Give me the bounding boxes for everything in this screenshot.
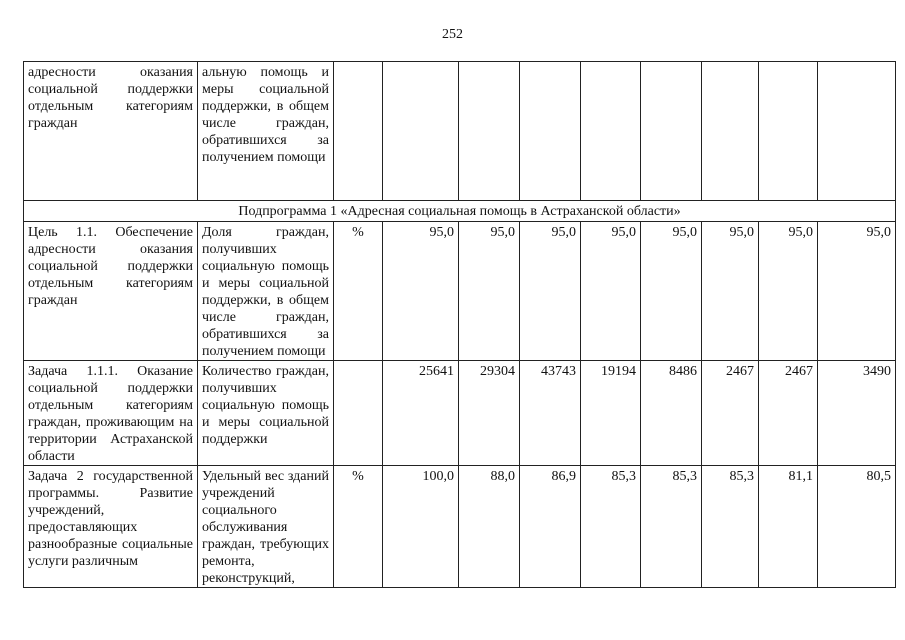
table-row xyxy=(24,466,896,588)
value-cell: 95,0 xyxy=(383,222,459,361)
unit-cell xyxy=(334,62,383,201)
value-cell: 95,0 xyxy=(641,222,702,361)
value-cell: 95,0 xyxy=(520,222,581,361)
value-cell: 100,0 xyxy=(383,466,459,588)
indicator-cell: Количество граждан, получивших социальную помощь и меры социальной поддержки xyxy=(198,361,334,466)
indicator-cell: Удельный вес зданий учреждений социального обслуживания граждан, требующих ремонта, реконструкций, xyxy=(198,466,334,588)
value-cell: 19194 xyxy=(581,361,641,466)
value-cell xyxy=(383,62,459,201)
table-row-continuation xyxy=(24,62,896,201)
objective-cell: Задача 1.1.1. Оказание социальной поддержки отдельным категориям граждан, проживающим на территории Астраханской области xyxy=(24,361,198,466)
value-cell xyxy=(520,62,581,201)
value-cell: 43743 xyxy=(520,361,581,466)
value-cell: 86,9 xyxy=(520,466,581,588)
table-row xyxy=(24,361,896,466)
value-cell: 2467 xyxy=(759,361,818,466)
value-cell: 3490 xyxy=(818,361,896,466)
value-cell: 25641 xyxy=(383,361,459,466)
value-cell: 81,1 xyxy=(759,466,818,588)
value-cell: 29304 xyxy=(459,361,520,466)
subprogram-title: Подпрограмма 1 «Адресная социальная помощь в Астраханской области» xyxy=(24,201,896,222)
objective-cell: Задача 2 государственной программы. Развитие учреждений, предоставляющих разнообразные социальные услуги различным xyxy=(24,466,198,588)
value-cell: 85,3 xyxy=(581,466,641,588)
objective-cell: Цель 1.1. Обеспечение адресности оказания социальной поддержки отдельным категориям граждан xyxy=(24,222,198,361)
page-number: 252 xyxy=(442,27,463,42)
value-cell: 95,0 xyxy=(759,222,818,361)
table-row xyxy=(24,222,896,361)
value-cell xyxy=(759,62,818,201)
value-cell: 8486 xyxy=(641,361,702,466)
value-cell xyxy=(459,62,520,201)
indicator-cell: Доля граждан, получивших социальную помощь и меры социальной поддержки, в общем числе граждан, обратившихся за получением помощи xyxy=(198,222,334,361)
value-cell: 80,5 xyxy=(818,466,896,588)
unit-cell: % xyxy=(334,466,383,588)
value-cell: 95,0 xyxy=(459,222,520,361)
value-cell: 85,3 xyxy=(702,466,759,588)
value-cell: 2467 xyxy=(702,361,759,466)
value-cell: 95,0 xyxy=(581,222,641,361)
value-cell xyxy=(818,62,896,201)
indicator-table xyxy=(23,61,896,588)
objective-cell: адресности оказания социальной поддержки отдельным категориям граждан xyxy=(24,62,198,201)
value-cell: 88,0 xyxy=(459,466,520,588)
unit-cell: % xyxy=(334,222,383,361)
value-cell: 95,0 xyxy=(818,222,896,361)
value-cell: 85,3 xyxy=(641,466,702,588)
value-cell xyxy=(581,62,641,201)
value-cell xyxy=(702,62,759,201)
value-cell: 95,0 xyxy=(702,222,759,361)
value-cell xyxy=(641,62,702,201)
unit-cell xyxy=(334,361,383,466)
indicator-cell: альную помощь и меры социальной поддержки, в общем числе граждан, обратившихся за получением помощи xyxy=(198,62,334,201)
subprogram-header-row xyxy=(24,201,896,222)
